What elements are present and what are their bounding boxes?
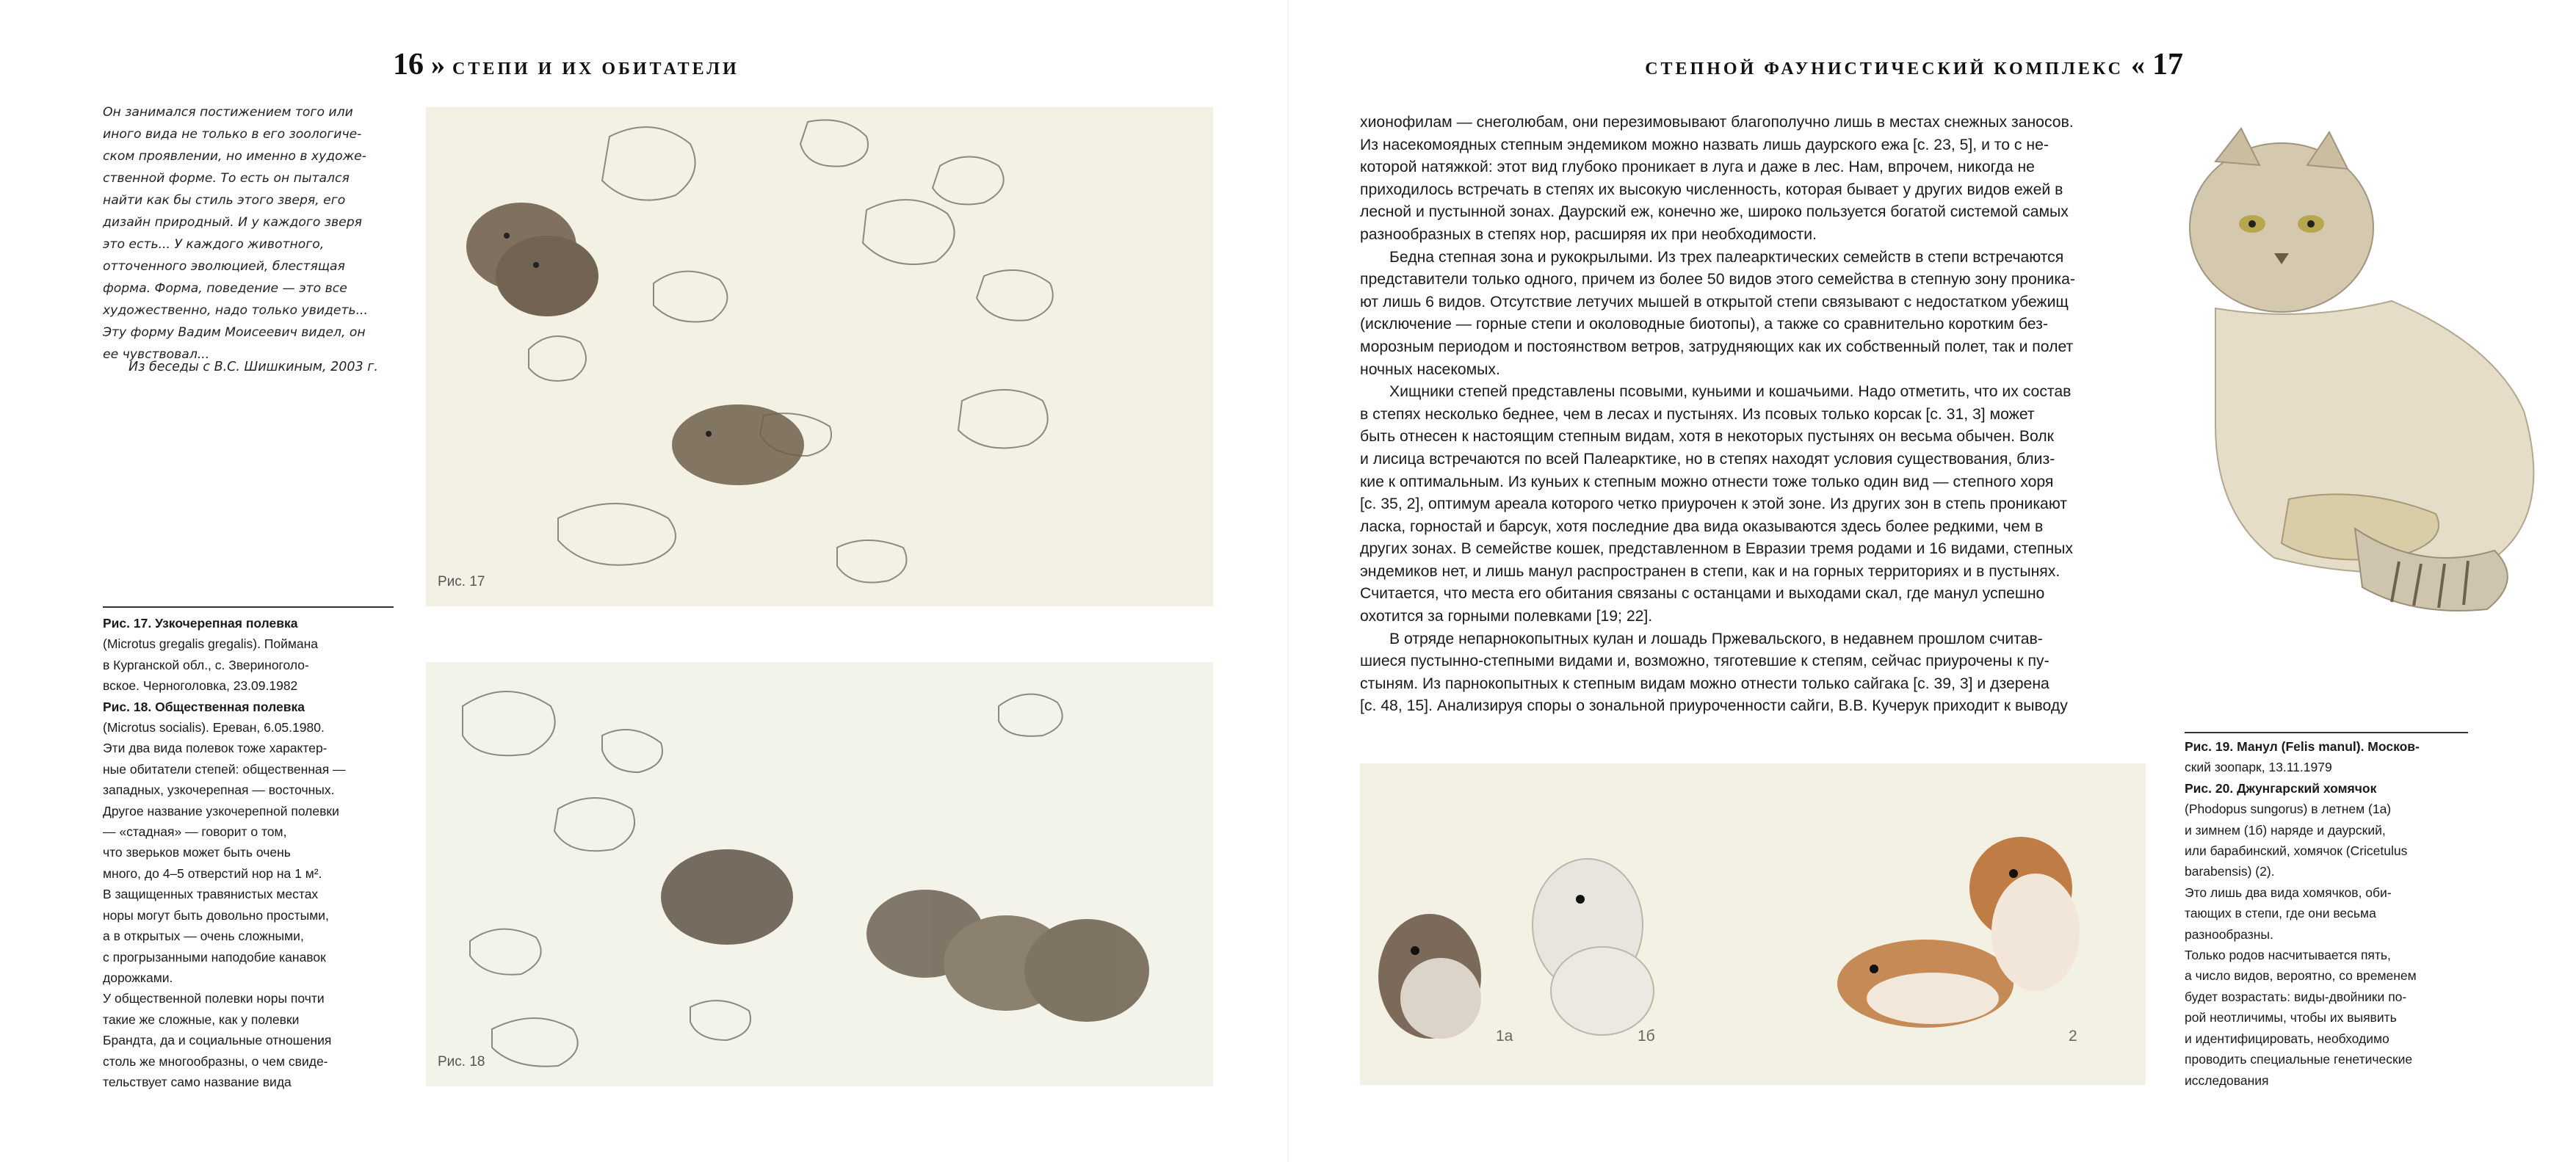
body-line: Из насекомоядных степным эндемиком можно назвать лишь даурского ежа [с. 23, 5], и то с не- bbox=[1360, 136, 2049, 153]
caption-line: Брандта, да и социальные отношения bbox=[103, 1033, 332, 1048]
caption-line: в Курганской обл., с. Звериноголо- bbox=[103, 657, 309, 672]
body-line: охотится за горными полевками [19; 22]. bbox=[1360, 608, 1653, 625]
caption-line: столь же многообразны, о чем свиде- bbox=[103, 1053, 328, 1069]
caption-line: Рис. 17. Узкочерепная полевка bbox=[103, 616, 298, 631]
caption-line: рой неотличимы, чтобы их выявить bbox=[2185, 1010, 2397, 1025]
caption-line: и идентифицировать, необходимо bbox=[2185, 1031, 2389, 1046]
caption-line: с прогрызанными наподобие канавок bbox=[103, 949, 326, 965]
caption-line: У общественной полевки норы почти bbox=[103, 991, 325, 1006]
hamsters-illustration bbox=[1360, 763, 2146, 1085]
caption-line: или барабинский, хомячок (Cricetulus bbox=[2185, 843, 2408, 859]
epigraph-source: Из беседы с В.С. Шишкиным, 2003 г. bbox=[129, 360, 378, 374]
caption-line: ский зоопарк, 13.11.1979 bbox=[2185, 760, 2332, 775]
body-line: шиеся пустынно-степными видами и, возможно, тяготевшие к степям, сейчас приурочены к пу- bbox=[1360, 653, 2049, 670]
caption-fig17-18 bbox=[103, 613, 411, 1092]
body-line: приходилось встречать в степях их высокую численность, которая бывает у других видов ежей в bbox=[1360, 181, 2063, 198]
caption-line: Эти два вида полевок тоже характер- bbox=[103, 741, 328, 756]
body-line: хионофилам — снеголюбам, они перезимовывают благополучно лишь в местах снежных заносов. bbox=[1360, 114, 2074, 131]
body-line: разнообразных в степях нор, расширяя их при необходимости. bbox=[1360, 225, 1817, 243]
caption-line: ные обитатели степей: общественная — bbox=[103, 761, 346, 777]
manul-illustration bbox=[2171, 103, 2576, 705]
caption-line: тающих в степи, где они весьма bbox=[2185, 906, 2376, 921]
caption-line: (Microtus socialis). Ереван, 6.05.1980. bbox=[103, 720, 325, 736]
left-folio-mark: » bbox=[431, 50, 445, 81]
body-line: (исключение — горные степи и околоводные биотопы), а также со сравнительно коротким без- bbox=[1360, 316, 2048, 333]
body-line: ночных насекомых. bbox=[1360, 360, 1500, 378]
caption-line: (Microtus gregalis gregalis). Поймана bbox=[103, 636, 319, 652]
left-running-title: СТЕПИ И ИХ ОБИТАТЕЛИ bbox=[452, 59, 739, 79]
main-body-text bbox=[1360, 112, 2147, 718]
caption-line: такие же сложные, как у полевки bbox=[103, 1012, 300, 1027]
hamster-label-1b: 1б bbox=[1638, 1028, 1655, 1045]
caption-line: Рис. 19. Манул (Felis manul). Москов- bbox=[2185, 739, 2420, 754]
left-running-head bbox=[393, 47, 739, 91]
body-line: в степях несколько беднее, чем в лесах и пустынях. Из псовых только корсак [с. 31, 3] может bbox=[1360, 405, 2035, 423]
body-line: и лисица встречаются по всей Палеарктике, но в степях находят условия существования, близ- bbox=[1360, 450, 2055, 468]
caption-line: (Phodopus sungorus) в летнем (1а) bbox=[2185, 802, 2392, 817]
caption-line: вское. Черноголовка, 23.09.1982 bbox=[103, 678, 298, 694]
caption-line: что зверьков может быть очень bbox=[103, 845, 291, 860]
caption-line: barabensis) (2). bbox=[2185, 864, 2275, 879]
caption-rule-left bbox=[103, 606, 394, 608]
epigraph-quote: Он занимался постижением того или иного вида не только в его зоологиче- ском проявлении, но именно в художе- ственной форме. То есть он пытался найти как бы стиль этого зверя, его дизайн природный. И у каждого зверя это есть... У каждого животного, отточенного эволюцией, блестящая форма. Форма, поведение — это все художественно, надо только увидеть... Эту форму Вадим Моисеевич видел, он ее чувствовал... bbox=[103, 105, 368, 362]
right-running-head bbox=[1645, 47, 2183, 91]
caption-line: проводить специальные генетические bbox=[2185, 1052, 2413, 1067]
left-page-number: 16 bbox=[393, 48, 424, 81]
body-line: [с. 35, 2], оптимум ареала которого четко приурочен к этой зоне. Из других зон в степь проникают bbox=[1360, 495, 2067, 513]
caption-line: Рис. 18. Общественная полевка bbox=[103, 699, 305, 714]
body-line: ласка, горностай и барсук, хотя последние два вида оказываются здесь более редкими, чем в bbox=[1360, 518, 2044, 535]
body-line: Хищники степей представлены псовыми, куньими и кошачьими. Надо отметить, что их состав bbox=[1389, 383, 2072, 401]
vole-sketch-illustration bbox=[426, 107, 1213, 606]
caption-line: разнообразны. bbox=[2185, 926, 2273, 942]
caption-line: Это лишь два вида хомячков, оби- bbox=[2185, 885, 2392, 900]
caption-rule-right bbox=[2185, 732, 2468, 733]
hamster-label-2: 2 bbox=[2069, 1028, 2077, 1045]
social-vole-illustration bbox=[426, 662, 1213, 1086]
body-line: кие к оптимальным. Из куньих к степным можно отнести тоже только один вид — степного хоря bbox=[1360, 473, 2054, 490]
caption-fig19-20 bbox=[2185, 736, 2493, 1091]
caption-line: — «стадная» — говорит о том, bbox=[103, 824, 287, 840]
hamster-label-1a: 1а bbox=[1496, 1028, 1513, 1045]
figure-17-vole-sketches bbox=[426, 107, 1213, 606]
body-line: представители только одного, причем из более 50 видов этого семейства в степную зону проника- bbox=[1360, 271, 2075, 288]
caption-line: Только родов насчитывается пять, bbox=[2185, 948, 2391, 963]
body-line: [с. 48, 15]. Анализируя споры о зональной приуроченности сайги, В.В. Кучерук приходит к выводу bbox=[1360, 697, 2068, 715]
caption-line: западных, узкочерепная — восточных. bbox=[103, 782, 335, 798]
caption-line: дорожками. bbox=[103, 970, 173, 985]
caption-line: а число видов, вероятно, со временем bbox=[2185, 968, 2417, 984]
caption-line: и зимнем (1б) наряде и даурский, bbox=[2185, 822, 2386, 838]
caption-line: Рис. 20. Джунгарский хомячок bbox=[2185, 780, 2377, 796]
caption-line: исследования bbox=[2185, 1072, 2269, 1088]
right-page-number: 17 bbox=[2152, 48, 2183, 81]
body-line: ют лишь 6 видов. Отсутствие летучих мышей в открытой степи связывают с недостатком убежищ bbox=[1360, 293, 2069, 311]
caption-line: норы могут быть довольно простыми, bbox=[103, 907, 329, 923]
right-folio-mark: « bbox=[2131, 50, 2145, 81]
body-line: Считается, что места его обитания связаны с останцами и выходами скал, где манул успешно bbox=[1360, 585, 2045, 603]
body-line: других зонах. В семействе кошек, представленном в Евразии тремя родами и 16 видами, степных bbox=[1360, 540, 2073, 558]
figure-20-hamsters bbox=[1360, 763, 2146, 1085]
caption-line: а в открытых — очень сложными, bbox=[103, 929, 304, 944]
caption-line: Другое название узкочерепной полевки bbox=[103, 803, 339, 818]
caption-line: В защищенных травянистых местах bbox=[103, 887, 319, 902]
body-line: Бедна степная зона и рукокрылыми. Из трех палеарктических семейств в степи встречаются bbox=[1389, 248, 2064, 266]
spread-gutter bbox=[1287, 0, 1289, 1162]
caption-line: много, до 4–5 отверстий нор на 1 м². bbox=[103, 865, 322, 881]
caption-line: будет возрастать: виды-двойники по- bbox=[2185, 989, 2407, 1004]
body-line: В отряде непарнокопытных кулан и лошадь Пржевальского, в недавнем прошлом считав- bbox=[1389, 630, 2043, 647]
figure-18-vole-sketches bbox=[426, 662, 1213, 1086]
caption-line: тельствует само название вида bbox=[103, 1074, 292, 1089]
body-line: стыням. Из парнокопытных к степным видам можно отнести только сайгака [с. 39, 3] и дзерена bbox=[1360, 675, 2049, 692]
right-running-title: СТЕПНОЙ ФАУНИСТИЧЕСКИЙ КОМПЛЕКС bbox=[1645, 59, 2124, 79]
body-line: быть отнесен к настоящим степным видам, хотя в некоторых пустынях он весьма обычен. Волк bbox=[1360, 428, 2054, 446]
body-line: эндемиков нет, и лишь манул распространен в степи, как и на горных территориях и в пустынях. bbox=[1360, 562, 2061, 580]
body-line: лесной и пустынной зонах. Даурский еж, конечно же, широко пользуется богатой системой самых bbox=[1360, 203, 2069, 221]
body-line: морозным периодом и постоянством ветров, затрудняющих как их собственный полет, так и полет bbox=[1360, 338, 2074, 355]
body-line: которой натяжкой: этот вид глубоко проникает в луга и даже в лес. Нам, впрочем, никогда не bbox=[1360, 159, 2035, 176]
figure-17-label: Рис. 17 bbox=[438, 574, 485, 589]
figure-19-manul bbox=[2171, 103, 2576, 705]
figure-18-label: Рис. 18 bbox=[438, 1054, 485, 1070]
